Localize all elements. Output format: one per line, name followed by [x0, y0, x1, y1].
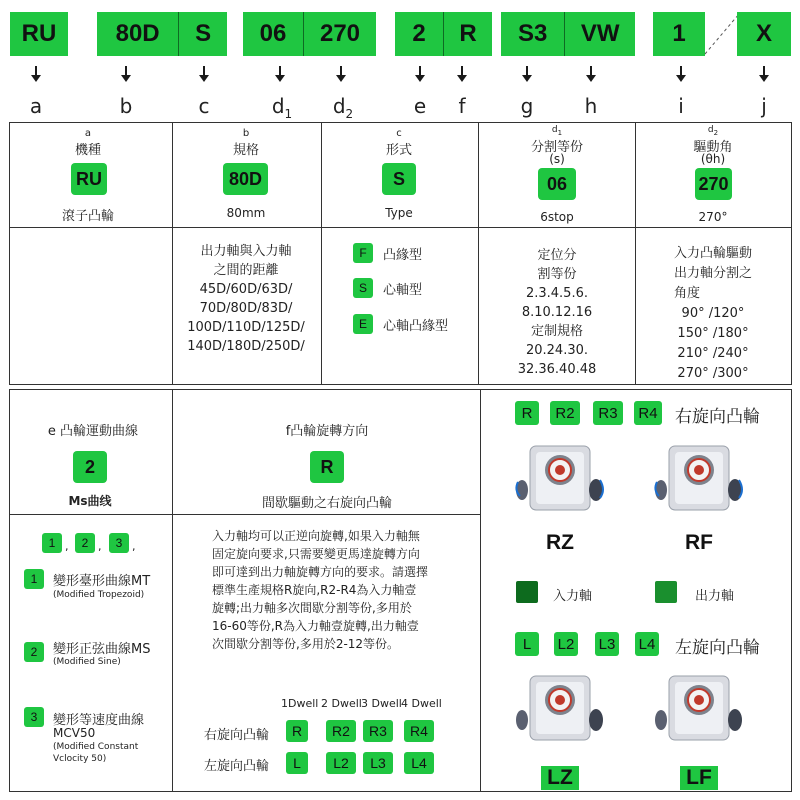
col-d1-desc-line: 割等份 — [537, 267, 577, 282]
input-shaft-legend-swatch — [516, 581, 538, 603]
code-box-1 — [653, 12, 705, 56]
code-seg-a: RU — [21, 20, 57, 47]
comma: , — [98, 540, 102, 553]
cam-indexer-rz-image — [512, 432, 608, 524]
figure-label-rz: RZ — [541, 530, 579, 555]
col-a-key: a — [84, 128, 92, 139]
col-a-title: 機種 — [74, 143, 102, 158]
col-b-key: b — [242, 128, 250, 139]
col-b-note: 80mm — [226, 206, 266, 220]
left-hand-label: 左旋向凸輪 — [675, 638, 760, 658]
code-seg-d1: 06 — [259, 20, 287, 47]
col-d2-title: 驅動角 — [693, 140, 733, 155]
col-b-desc-line: 之間的距離 — [213, 263, 279, 278]
col-c-value-tag: S — [382, 163, 416, 195]
code-seg-f: R — [443, 12, 492, 56]
col-f-title: f凸輪旋轉方向 — [285, 424, 369, 439]
left-hand-tag: L3 — [595, 632, 619, 656]
dwell-cell: L3 — [363, 752, 393, 774]
col-b-desc-line: 出力軸與入力軸 — [200, 244, 292, 259]
col-e-title: e 凸輪運動曲線 — [47, 424, 139, 439]
cam-indexer-rf-image — [651, 432, 747, 524]
comma: , — [132, 540, 136, 553]
type-option-e-tag: E — [353, 314, 373, 334]
col-c-key: c — [396, 128, 402, 139]
col-b-desc-line: 70D/80D/83D/ — [199, 301, 293, 316]
dwell-header-2: 2 Dwell — [321, 697, 362, 710]
dwell-header-3: 3 Dwell — [361, 697, 402, 710]
code-seg-e: 2 — [412, 20, 426, 47]
col-d2-desc-line: 150° /180° — [677, 326, 749, 341]
col-d2-value-tag: 270 — [695, 168, 732, 200]
letter-b: b — [119, 94, 133, 118]
figure-label-rf: RF — [680, 530, 718, 555]
col-d2-desc-line: 出力軸分割之 — [673, 266, 753, 281]
code-box-06-270 — [243, 12, 376, 56]
col-d1-desc-line: 8.10.12.16 — [521, 305, 593, 320]
left-hand-tag: L4 — [635, 632, 659, 656]
col-e-value-tag: 2 — [73, 451, 107, 483]
figure-label-lf: LF — [680, 766, 718, 790]
col-d1-desc-line: 32.36.40.48 — [517, 362, 597, 377]
code-seg-d2: 270 — [303, 12, 376, 56]
curve-2-name: 變形正弦曲線MS — [53, 642, 151, 657]
letter-i: i — [678, 94, 684, 118]
curve-tag-2: 2 — [75, 533, 95, 553]
para-line: 旋轉;出力軸多次間歇分割等份,多用於 — [212, 601, 412, 615]
curve-1-num: 1 — [24, 569, 44, 589]
curve-1-sub: (Modified Tropezoid) — [53, 590, 145, 600]
col-d1-unit: (s) — [549, 152, 565, 166]
type-option-f-tag: F — [353, 243, 373, 263]
para-line: 16-60等份,R為入力軸壹旋轉,出力軸壹 — [212, 619, 419, 633]
code-seg-j: X — [755, 20, 772, 47]
rotation-explanation — [212, 527, 450, 653]
col-d2-desc-line: 210° /240° — [677, 346, 749, 361]
code-box-2-r — [395, 12, 492, 56]
left-hand-tag: L — [515, 632, 539, 656]
col-c-title: 形式 — [385, 143, 413, 158]
dwell-row-left-label: 左旋向凸輪 — [204, 759, 270, 774]
col-d1-desc-line: 20.24.30. — [525, 343, 589, 358]
para-line: 標準生產規格R旋向,R2-R4為入力軸壹 — [212, 583, 417, 597]
col-d1-desc-line: 2.3.4.5.6. — [525, 286, 589, 301]
para-line: 入力軸均可以正逆向旋轉,如果入力軸無 — [212, 529, 420, 543]
code-seg-b: 80D — [115, 20, 160, 47]
type-option-s-tag: S — [353, 278, 373, 298]
right-hand-tag: R2 — [550, 401, 580, 425]
dwell-header-1: 1Dwell — [281, 697, 319, 710]
type-option-f-label: 凸緣型 — [383, 248, 423, 263]
para-line: 次間歇分割等份,多用於2-12等份。 — [212, 637, 400, 651]
code-box-x — [737, 12, 791, 56]
dwell-cell: L — [286, 752, 308, 774]
col-d1-desc — [518, 246, 597, 379]
letter-a: a — [29, 94, 43, 118]
code-seg-i: 1 — [672, 20, 686, 47]
col-e-note: Ms曲线 — [68, 494, 112, 508]
code-box-s3-vw — [501, 12, 635, 56]
col-f-note: 間歇驅動之右旋向凸輪 — [261, 496, 393, 511]
col-d2-desc-line: 270° /300° — [677, 366, 749, 381]
curve-2-num: 2 — [24, 642, 44, 662]
code-box-80d-s — [97, 12, 227, 56]
col-d2-desc-line: 90° /120° — [681, 306, 745, 321]
para-line: 即可達到出力軸旋轉方向的要求。請選擇 — [212, 565, 429, 579]
cam-indexer-lz-image — [512, 662, 608, 754]
dwell-cell: R2 — [326, 720, 356, 742]
code-seg-h: VW — [564, 12, 635, 56]
col-d1-value-tag: 06 — [538, 168, 576, 200]
curve-3-sub: (Modified Constant — [53, 742, 139, 752]
curve-1-name: 變形臺形曲線MT — [53, 574, 151, 589]
col-d2-desc-line: 入力凸輪驅動 — [673, 246, 753, 261]
col-b-title: 規格 — [232, 143, 260, 158]
dwell-header-4: 4 Dwell — [401, 697, 442, 710]
col-d1-desc-line: 定制規格 — [530, 324, 584, 339]
letter-d1: $d_1$ — [271, 94, 293, 121]
figure-label-lz: LZ — [541, 766, 579, 790]
optional-dashed-link — [703, 12, 741, 56]
col-d2-unit: (θh) — [700, 152, 726, 166]
col-d1-title: 分割等份 — [530, 140, 584, 155]
curve-tag-3: 3 — [109, 533, 129, 553]
curve-3-sub2: Vclocity 50) — [53, 754, 107, 764]
right-hand-tag: R — [515, 401, 539, 425]
dwell-cell: L2 — [326, 752, 356, 774]
col-d2-key: $d_2$ — [707, 125, 719, 137]
dwell-cell: L4 — [404, 752, 434, 774]
col-b-value-tag: 80D — [223, 163, 268, 195]
curve-tag-1: 1 — [42, 533, 62, 553]
output-shaft-legend-swatch — [655, 581, 677, 603]
curve-3-name: 變形等速度曲線 — [53, 713, 145, 728]
letter-g: g — [520, 94, 534, 118]
col-b-desc-line: 140D/180D/250D/ — [187, 339, 305, 354]
col-d2-desc-line: 角度 — [673, 286, 701, 301]
dwell-cell: R4 — [404, 720, 434, 742]
letter-f: f — [458, 94, 466, 118]
letter-e: e — [413, 94, 427, 118]
col-b-desc — [187, 242, 305, 356]
col-d1-note: 6stop — [540, 210, 574, 224]
curve-3-num: 3 — [24, 707, 44, 727]
letter-c: c — [198, 94, 210, 118]
para-line: 固定旋向要求,只需要變更馬達旋轉方向 — [212, 547, 420, 561]
dwell-cell: R — [286, 720, 308, 742]
type-option-e-label: 心軸凸緣型 — [383, 319, 449, 334]
col-a-value-tag: RU — [71, 163, 107, 195]
col-d1-key: $d_1$ — [551, 125, 563, 137]
comma: , — [65, 540, 69, 553]
col-d2-desc — [674, 244, 752, 384]
code-seg-c: S — [178, 12, 227, 56]
col-f-value-tag: R — [310, 451, 344, 483]
input-shaft-legend-label: 入力軸 — [553, 589, 593, 604]
col-d1-desc-line: 定位分 — [537, 248, 577, 263]
output-shaft-legend-label: 出力軸 — [695, 589, 735, 604]
code-box-ru — [10, 12, 68, 56]
letter-d2: $d_2$ — [332, 94, 354, 121]
col-c-note: Type — [385, 206, 413, 220]
letter-j: j — [761, 94, 767, 118]
letter-h: h — [584, 94, 598, 118]
right-hand-tag: R3 — [593, 401, 623, 425]
curve-2-sub: (Modified Sine) — [53, 657, 121, 667]
left-hand-tag: L2 — [554, 632, 578, 656]
col-b-desc-line: 45D/60D/63D/ — [199, 282, 293, 297]
right-hand-label: 右旋向凸輪 — [675, 407, 760, 427]
col-b-desc-line: 100D/110D/125D/ — [187, 320, 305, 335]
col-a-note: 滾子凸輪 — [61, 209, 115, 224]
dwell-cell: R3 — [363, 720, 393, 742]
curve-3-name2: MCV50 — [53, 726, 96, 740]
type-option-s-label: 心軸型 — [383, 283, 423, 298]
right-hand-tag: R4 — [634, 401, 662, 425]
dwell-row-right-label: 右旋向凸輪 — [204, 728, 270, 743]
col-d2-note: 270° — [698, 210, 728, 224]
cam-indexer-lf-image — [651, 662, 747, 754]
code-seg-g: S3 — [517, 20, 548, 47]
